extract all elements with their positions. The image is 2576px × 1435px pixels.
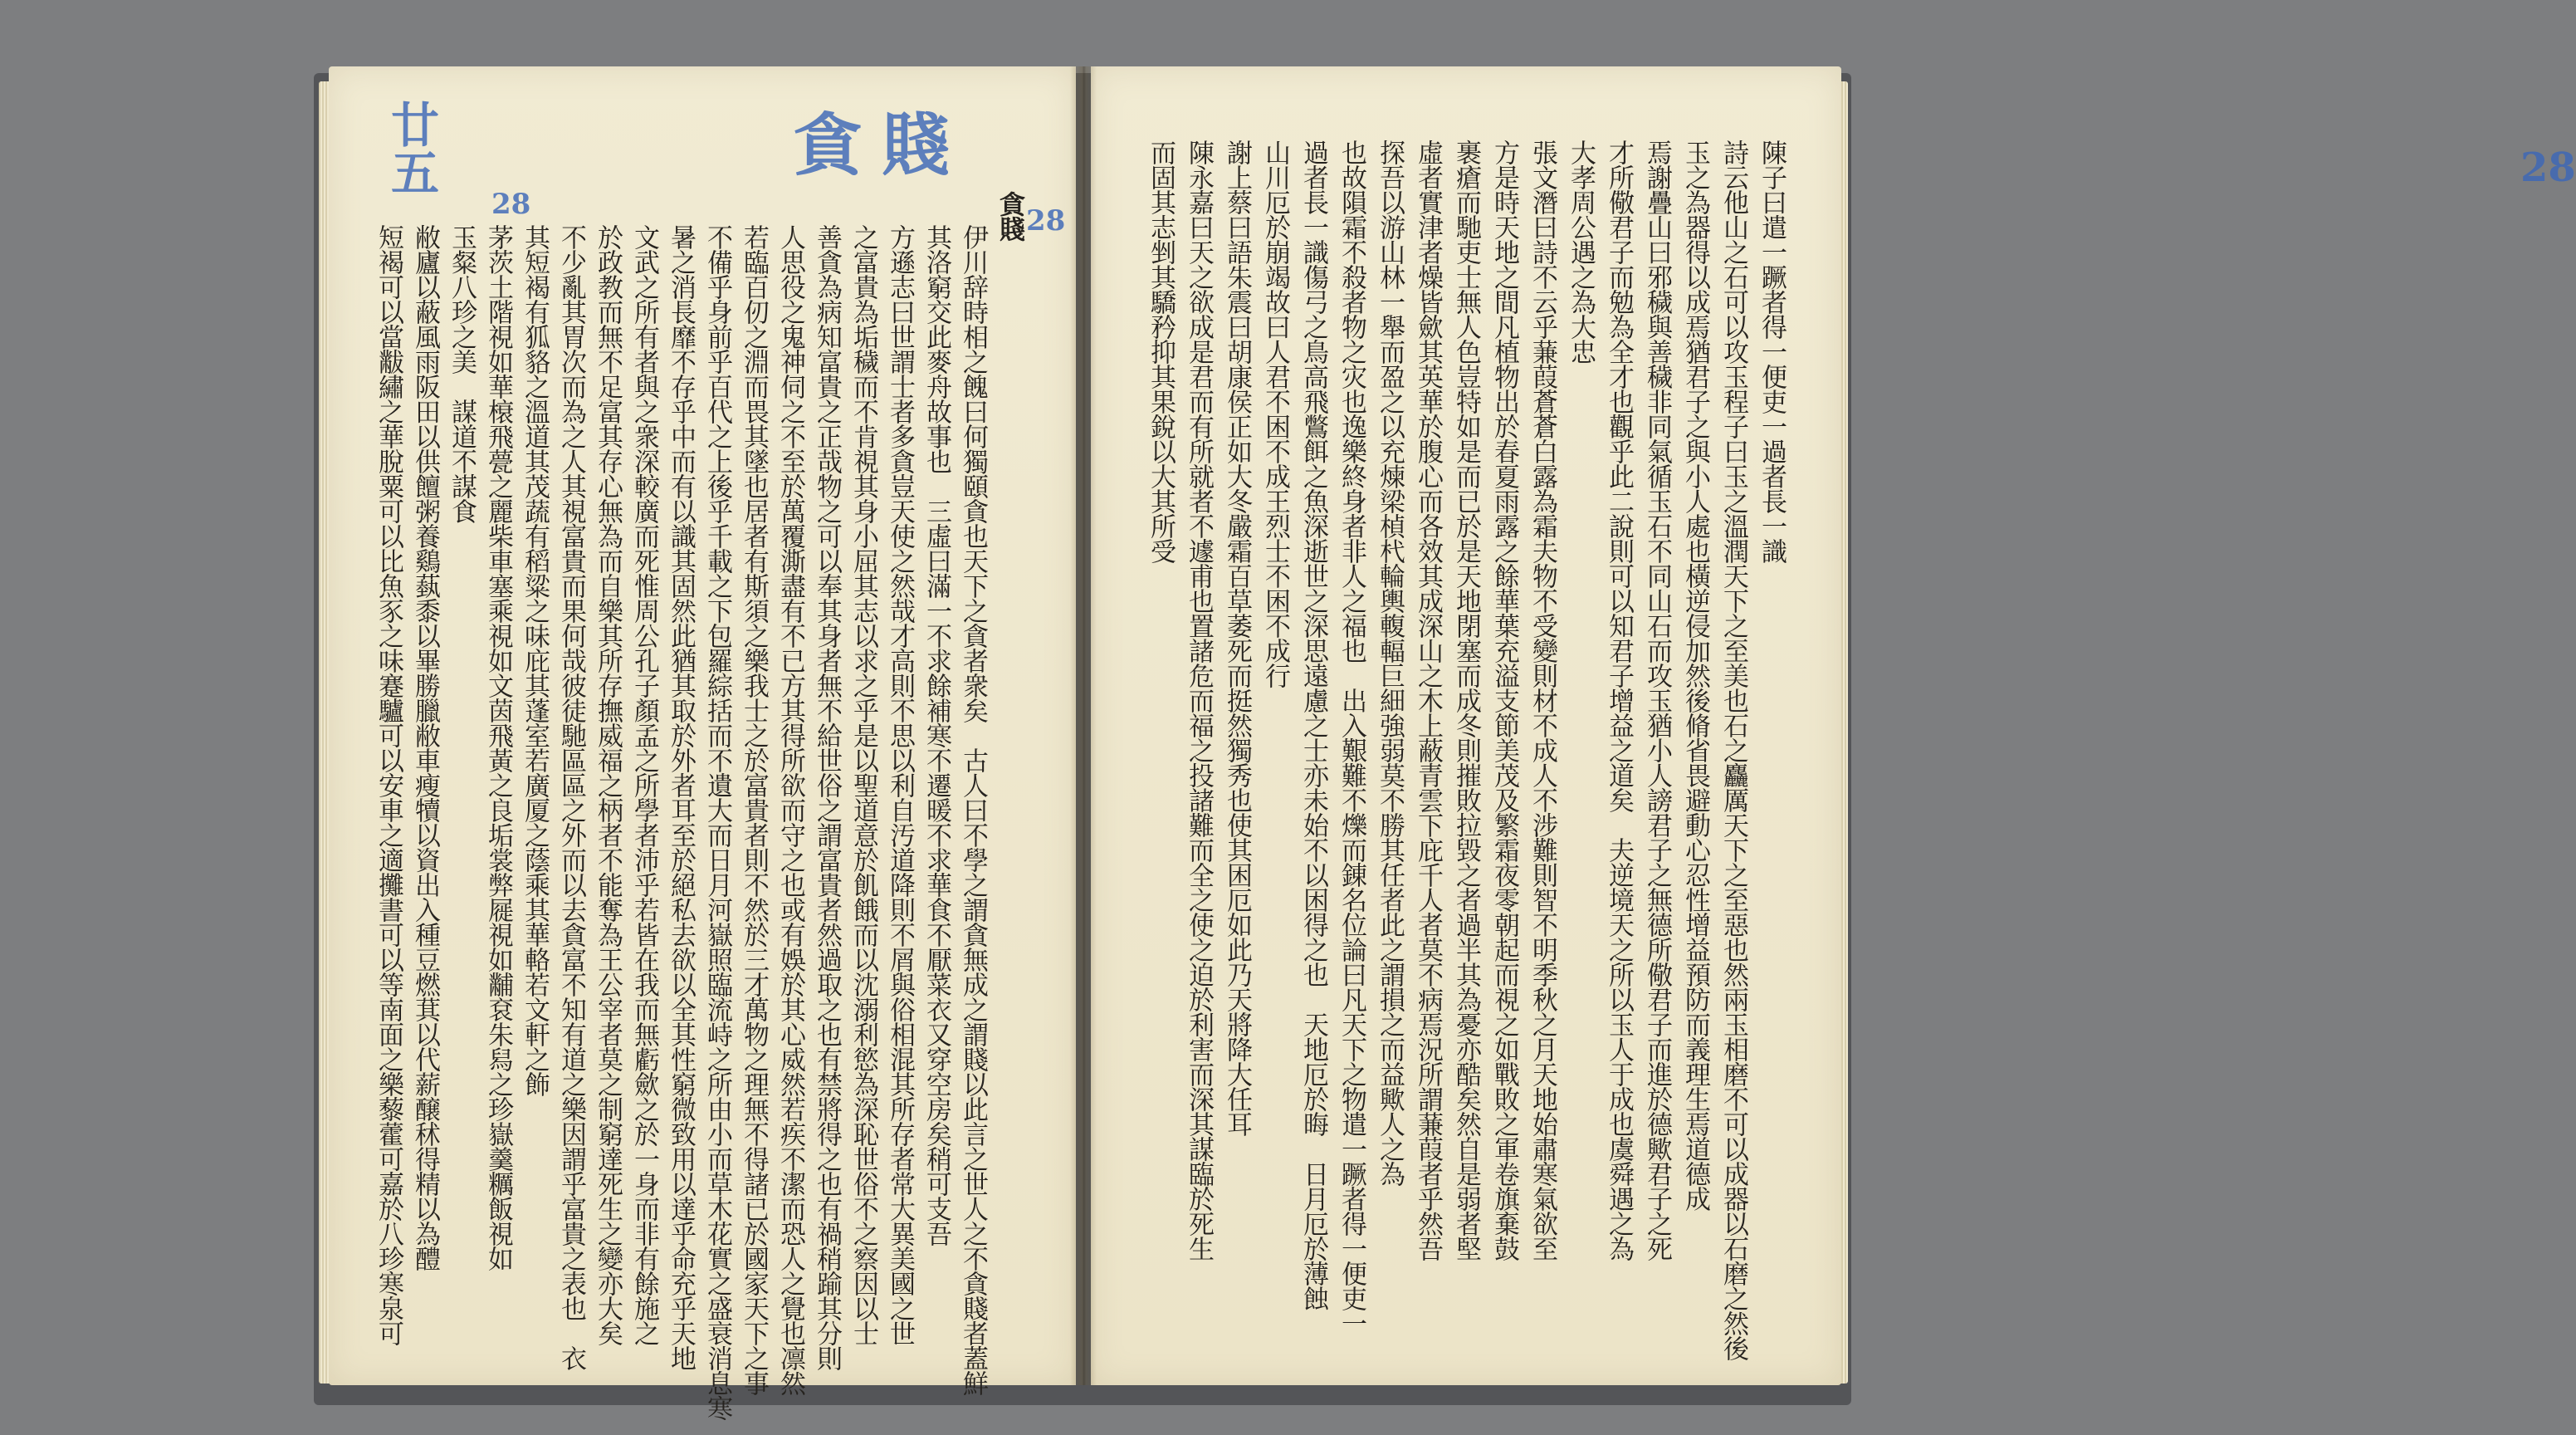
text-column: 善貪為病知富貴之正哉物之可以奉其身者無不給世俗之謂富貴者然過取之也有禁將得之也有禍稍踰其分則 (812, 224, 842, 1370)
text-column: 茅茨土階視如華榱飛甍之麗柴車塞乘視如文茵飛黃之良垢裳弊屣視如黼袞朱舄之珍嶽羹糲飯視如 (483, 224, 513, 1271)
text-column: 人思役之鬼神伺之不至於萬覆澌盡有不已方其得所欲而守之也或有娛於其心威然若疾不潔而恐人之覺也凛然 (775, 224, 805, 1395)
text-column: 陳子曰遣一蹶者得一便吏一過者長一識 (1757, 140, 1787, 563)
text-column: 短褐可以當黻繡之華脫粟可以比魚豕之味蹇驢可以安車之適攤書可以等南面之樂藜藿可嘉於八珍寒泉可 (374, 224, 403, 1345)
text-column: 裹瘡而馳吏士無人色豈特如是而已於是天地閉塞而成冬則摧敗拉毀之者過半其為憂亦酷矣然自是弱者堅 (1451, 140, 1481, 1261)
text-column: 虛者實津者燥皆歛其英華於腹心而各效其成深山之木上蔽青雲下庇千人者莫不病焉況所謂蒹葭者乎然吾 (1413, 140, 1443, 1261)
text-column: 不少亂其胃次而為之人其視富貴而果何哉彼徒馳區區之外而以去貪富不知有道之樂因謂乎富貴之表也 衣 (556, 224, 586, 1370)
text-column: 大孝周公遇之為大忠 (1566, 140, 1596, 364)
text-column: 也故隕霜不殺者物之灾也逸樂終身者非人之福也 出入艱難不爍而錬名位論曰凡天下之物遣一蹶者得一便吏一 (1337, 140, 1366, 1335)
text-column: 謝上蔡曰語朱震曰胡康侯正如大冬嚴霜百草萎死而挺然獨秀也使其困厄如此乃天將降大任耳 (1222, 140, 1252, 1136)
center-number-mark: 28 (1026, 204, 1066, 238)
text-column: 探吾以游山林一舉而盈之以充煉梁楨杙輪輿輹輻巨細強弱莫不勝其任者此之謂損之而益歟人之為 (1375, 140, 1405, 1186)
text-column: 若臨百仞之淵而畏其墜也居者有斯須之樂我士之於富貴者則不然於三才萬物之理無不得諸已於國家天下之事 (739, 224, 769, 1395)
left-number-mark: 28 (491, 188, 531, 221)
text-column: 於政教而無不足富其存心無為而自樂其所存撫威福之柄者不能奪為王公宰者莫之制窮達死生之變亦大矣 (593, 224, 623, 1345)
text-column: 之富貴為垢穢而不肯視其身小屈其志以求之乎是以聖道意於飢餓而以沈溺利慾為深恥世俗不之察因以士 (848, 224, 878, 1345)
right-page (1091, 66, 2576, 1385)
text-column: 陳永嘉曰天之欲成是君而有所就者不遽甫也置諸危而福之投諸難而全之使之迫於利害而深其謀臨於死生 (1184, 140, 1214, 1261)
text-column: 玉之為器得以成焉猶君子之與小人處也橫逆侵加然後脩省畏避動心忍性增益預防而義理生焉道德成 (1680, 140, 1710, 1211)
text-column: 才所儆君子而勉為全才也觀乎此二說則可以知君子增益之道矣 夫逆境天之所以玉人于成也虞舜遇之為 (1604, 140, 1634, 1261)
text-column: 敝廬以蔽風雨阪田以供饘粥養鷄蓺黍以畢勝臘敝車瘦犢以資出入種豆燃萁以代薪醸秫得精以為醴 (410, 224, 440, 1271)
text-column: 張文潛曰詩不云乎蒹葭蒼蒼白露為霜夫物不受變則材不成人不涉難則智不明季秋之月天地始肅寒氣欲至 (1528, 140, 1557, 1261)
text-column: 其洛窮交此麥舟故事也 三虛曰滿一不求餘補寒不遷暖不求華食不厭菜衣又穿空房矣稍可支吾 (921, 224, 951, 1246)
text-column: 其短褐有狐貉之溫道其茂蔬有稻粱之味庇其蓬室若廣厦之蔭乘其華輅若文軒之飾 (520, 224, 550, 1096)
text-column: 伊川辞時相之餽曰何獨頤貪也天下之貪者衆矣 古人曰不學之謂貪無成之謂賤以此言之世人之不貪賤者蓋鮮 (958, 224, 988, 1395)
page-number-stamp: 廿五 (383, 100, 439, 196)
text-column: 山川厄於崩竭故曰人君不困不成王烈士不困不成行 (1260, 140, 1290, 688)
text-column: 過者長一識傷弓之鳥高飛鷩餌之魚深逝世之深思遠慮之士亦未始不以困得之也 天地厄於晦 日月厄於薄蝕 (1298, 140, 1328, 1310)
text-column: 文武之所有者與之衆深較廣而死惟周公孔子顏孟之所學者沛乎若皆在我而無虧歛之於一身而非有餘施之 (629, 224, 659, 1345)
text-column: 方是時天地之間凡植物出於春夏雨露之餘華葉充溢支節美茂及繁霜夜零朝起而視之如戰敗之軍卷旗棄鼓 (1489, 140, 1519, 1261)
open-book (319, 66, 2576, 1420)
text-column: 玉粲八珍之美 謀道不謀食 (447, 224, 477, 523)
left-page (329, 66, 1076, 1420)
book-gutter (1070, 66, 1097, 1385)
text-column: 方遜志曰世謂士者多貪豈天使之然哉才高則不思以利自汚道降則不屑與俗相混其所存者常大異美國之世 (885, 224, 915, 1345)
text-column: 不備乎身前乎百代之上後乎千載之下包羅綜括而不遺大而日月河嶽照臨流峙之所由小而草木花實之盛衰消息寒 (702, 224, 732, 1420)
text-column: 而固其志剉其驕矜抑其果銳以大其所受 (1146, 140, 1176, 563)
text-column: 貪賤 (995, 191, 1024, 241)
section-title-stamp: 貪賤 (794, 105, 970, 185)
text-column: 焉謝疊山曰邪穢與善穢非同氣循玉石不同山石而攻玉猶小人謗君子之無德所儆君子而進於德歟君子之死 (1642, 140, 1672, 1261)
text-column: 暑之消長靡不存乎中而有以識其固然此猶其取於外者耳至於絕私去欲以全其性窮微致用以達乎命充乎天地 (666, 224, 696, 1370)
text-column: 詩云他山之石可以攻玉程子曰玉之溫潤天下之至美也石之麤厲天下之至惡也然兩玉相磨不可以成器以石磨之然後 (1718, 140, 1748, 1360)
right-number-mark: 28 (2520, 144, 2576, 191)
